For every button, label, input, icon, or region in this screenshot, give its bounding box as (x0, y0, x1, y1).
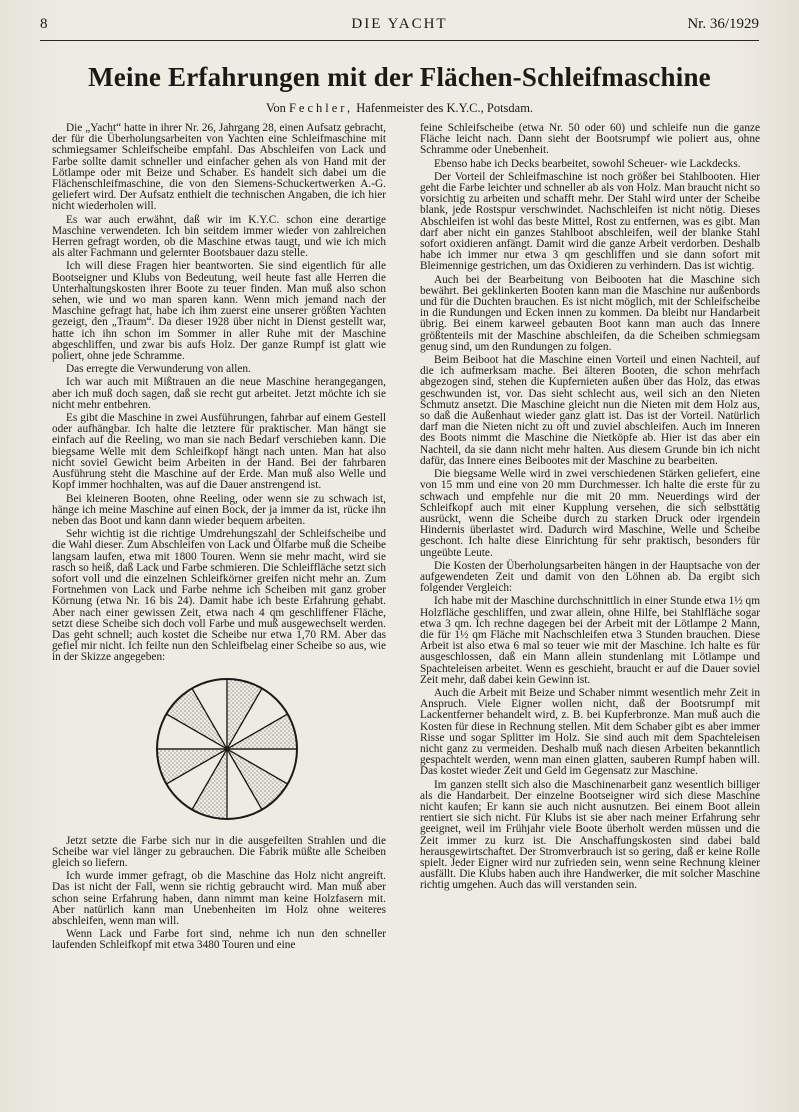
paragraph: Die biegsame Welle wird in zwei verschiedenen Stärken geliefert, eine von 15 mm und eine von 20 mm Durchmesser. Ich halte die erste für zu schwach und empfehle nur die mit 20 mm. Neuerdings wird der Schleifkopf auch mit einer Kupplung versehen, die sich selbsttätig ausrückt, wenn die Scheibe durch zu starken Druck oder irgendein Hindernis überlastet wird. Dadurch wird Maschine, Welle und Scheibe geschont. Ich halte diese Einrichtung für sehr praktisch, besonders für ungeübte Leute. (420, 468, 760, 559)
grinding-disc-sketch (52, 674, 386, 824)
paragraph: Das erregte die Verwunderung von allen. (66, 363, 251, 376)
paragraph: Der Vorteil der Schleifmaschine ist noch größer bei Stahlbooten. Hier geht die Farbe leichter und schneller ab als von Holz. Man braucht nicht so vorsichtig zu arbeiten und schafft mehr. Der Stahl wird unter der Scheibe blank, jede Rostspur verschwindet. Nachschleifen ist nicht nötig. Dieses Abschleifen ist wohl das beste Mittel, Rost zu entfernen, was es gibt. Man darf aber nicht ein ganzes Stahlboot abschleifen, weil der blanke Stahl sofort oxidieren anfängt. Damit wird die ganze Arbeit verdorben. Deshalb habe ich immer nur etwa 3 qm geschliffen und sie dann sofort mit Bleimennige gestrichen, um das Oxidieren zu verhindern. Das ist wichtig. (420, 170, 760, 273)
paragraph: feine Schleifscheibe (etwa Nr. 50 oder 60) und schleife nun die ganze Fläche leicht nach. Dann sieht der Bootsrumpf wie poliert aus, ohne Schramme oder Unebenheit. (420, 122, 760, 157)
paragraph: Auch bei der Bearbeitung von Beibooten hat die Maschine sich bewährt. Bei geklinkerten Booten kann man die Maschine nur außenbords und für die Duchten brauchen. Es ist nicht möglich, mit der Schleifscheibe in die Rundungen und Ecken innen zu kommen. Da bleibt nur Handarbeit übrig. Bei einem karweel gebauten Boot kann man auch das Innere größtenteils mit der Maschine abschleifen, da die Scheiben schmiegsam genug sind, um den Rundungen zu folgen. (420, 273, 760, 353)
paragraph: Beim Beiboot hat die Maschine einen Vorteil und einen Nachteil, auf die ich aufmerksam mache. Bei älteren Booten, die schon mehrfach abgezogen sind, stehen die Kupfernieten außen über das Holz, das etwas geschwunden ist, vor. Das sieht schlecht aus, weil sich an den Nieten Schmutz ansetzt. Die Maschine gleicht nun die Nieten mit dem Holz aus, so daß die Außenhaut wieder ganz glatt ist. Das ist der Vorteil. Natürlich darf man die Nieten nicht zu oft und zuviel abschleifen. Auch im Inneren des Boots nimmt die Maschine die Nietköpfe ab. Hier ist das aber ein Nachteil, da sie dann nicht mehr halten. Aus diesem Grunde bin ich nicht dafür, das Innere eines Beibootes mit der Maschine zu bearbeiten. (420, 354, 760, 467)
paragraph: Wenn Lack und Farbe fort sind, nehme ich nun den schneller laufenden Schleifkopf mit etwa 3480 Touren und eine (52, 928, 386, 952)
paragraph: Jetzt setzte die Farbe sich nur in die ausgefeilten Strahlen und die Scheibe war viel länger zu gebrauchen. Die Fabrik müßte alle Scheiben gleich so liefern. (52, 834, 386, 869)
paragraph: Bei kleineren Booten, ohne Reeling, oder wenn sie zu schwach ist, hänge ich meine Maschine auf einen Bock, der ja immer da ist, rücke ihn neben das Boot und kann dann wieder bequem arbeiten. (52, 492, 386, 527)
paragraph: Die „Yacht“ hatte in ihrer Nr. 26, Jahrgang 28, einen Aufsatz gebracht, der für die Überholungsarbeiten von Yachten eine Schleifmaschine mit schmiegsamer Schleifscheibe empfahl. Das Abschleifen von Lack und Farbe sollte damit schneller und einfacher gehen als von Hand mit der Lötlampe oder mit Beize und Schaber. Es handelt sich dabei um die Flächenschleifmaschine, die von den Siemens-Schuckertwerken A.-G. geliefert wird. Der Aufsatz enthielt die technischen Angaben, die ich hier nicht wiederholen will. (52, 122, 386, 213)
byline-prefix: Von (265, 101, 286, 115)
author-name: Fechler, (288, 101, 354, 115)
author-role: Hafenmeister des K.Y.C., Potsdam. (356, 101, 534, 115)
paragraph: Sehr wichtig ist die richtige Umdrehungszahl der Schleifscheibe und die Wahl dieser. Zum Abschleifen von Lack und Ölfarbe muß die Scheibe langsam laufen, etwa mit 1800 Touren. Wenn sie mehr macht, wird sie rasch so heiß, daß Lack und Farbe schmieren. Die Schleiffläche setzt sich sofort voll und die einzelnen Schleifkörner greifen nicht mehr an. Zum Fortnehmen von Lack und Farbe nehme ich Scheiben mit ganz grober Körnung (etwa Nr. 16 bis 24). Damit habe ich beste Erfahrung gehabt. Aber nach einer gewissen Zeit, etwa nach 4 qm geschliffener Fläche, setzt diese Scheibe sich doch voll Farbe und muß ausgewechselt werden. Das geht schnell; auch kostet die Scheibe nur etwa 1,70 RM. Aber das gefiel mir nicht. Ich feilte nun den Schleifbelag einer Scheibe so aus, wie in der Skizze angegeben: (52, 528, 386, 664)
running-header (40, 16, 759, 38)
paragraph: Ich will diese Fragen hier beantworten. Sie sind eigentlich für alle Bootseigner und Klubs von Bedeutung, weil heute fast alle Herren die Unterhaltungskosten ihrer Boote zu teuer finden. Man muß also schon sehen, wie und wo man sparen kann. Wenn mich jemand nach der Maschine gefragt hat, habe ich ihm zuerst eine unserer größten Yachten gezeigt, den „Traum“. Da dieser 1928 über nicht in Dienst gestellt war, hatte ich ihn schon im Sommer in aller Ruhe mit der Maschine abgeschliffen, und zwar bis aufs Holz. Der ganze Rumpf ist glatt wie poliert, ohne jede Schramme. (52, 260, 386, 363)
paragraph: Ich wurde immer gefragt, ob die Maschine das Holz nicht angreift. Das ist nicht der Fall, wenn sie richtig gebraucht wird. Man muß aber schon seine Erfahrung haben, dann nimmt man keine Holzfasern mit. Aber natürlich kann man Unebenheiten im Holz ohne weiteres abschleifen, wenn man will. (52, 870, 386, 927)
paragraph: Es gibt die Maschine in zwei Ausführungen, fahrbar auf einem Gestell oder aufhängbar. Ich halte die letztere für praktischer. Man hängt sie einfach auf die Reeling, wo man sie nach Bedarf verschieben kann. Die biegsame Welle mit dem Schleifkopf hängt nach unten. Man hat also nicht soviel Gewicht beim Arbeiten in der Hand. Bei der fahrbaren Ausführung steht die Maschine auf der Erde. Man muß also Welle und Kopf immer hochhalten, was auf die Dauer anstrengend ist. (52, 412, 386, 492)
magazine-title: DIE YACHT (351, 16, 448, 32)
paragraph: Ebenso habe ich Decks bearbeitet, sowohl Scheuer- wie Lackdecks. (434, 157, 741, 170)
left-column (52, 123, 386, 954)
article-title: Meine Erfahrungen mit der Flächen-Schleifmaschine (88, 62, 711, 92)
paragraph: Ich war auch mit Mißtrauen an die neue Maschine herangegangen, aber ich muß doch sagen, daß sie recht gut arbeitet. Jetzt möchte ich sie nicht mehr entbehren. (52, 376, 386, 411)
paragraph: Im ganzen stellt sich also die Maschinenarbeit ganz wesentlich billiger als die Handarbeit. Der einzelne Bootseigner wird sich diese Maschine nicht kaufen; Er kann sie auch nicht ausnutzen. Bei einem Boot allein rentiert sie sich nicht. Für Klubs ist sie aber nach meiner Erfahrung sehr geeignet, weil im Frühjahr viele Boote überholt werden müssen und die Zeit immer zu kurz ist. Die Anschaffungskosten sind dabei bald herausgewirtschaftet. Der Stromverbrauch ist so gering, daß er keine Rolle spielt. Jeder Eigner wird nur zufrieden sein, wenn seine Rechnung kleiner ausfällt. Die Klubs haben auch ihre Handwerker, die mit solcher Maschine richtig umgehen. Auch das will verstanden sein. (420, 778, 760, 892)
paragraph: Ich habe mit der Maschine durchschnittlich in einer Stunde etwa 1½ qm Holzfläche geschliffen, und zwar allein, ohne Hilfe, bei Stahlfläche sogar etwa 3 qm. Ich rechne dagegen bei der Arbeit mit der Lötlampe 2 Mann, die für 1½ qm Fläche mit Nachschleifen etwa 3 Stunden brauchen. Diese Arbeit ist also etwa 6 mal so teuer wie mit der Maschine. Ich halte es für ausgeschlossen, daß ein Mann allein stundenlang mit Lötlampe und Spachteleisen arbeitet. Wenn es geschieht, braucht er auf die Dauer soviel Zeit mehr, daß dabei kein Gewinn ist. (420, 595, 760, 686)
byline (40, 101, 759, 116)
page-number: 8 (40, 16, 48, 32)
header-rule (40, 40, 759, 41)
paragraph: Die Kosten der Überholungsarbeiten hängen in der Hauptsache von der aufgewendeten Zeit und damit von den Löhnen ab. Da ergibt sich folgender Vergleich: (420, 559, 760, 595)
paragraph: Auch die Arbeit mit Beize und Schaber nimmt wesentlich mehr Zeit in Anspruch. Viele Eigner wollen nicht, daß der Bootsrumpf mit Lackentferner behandelt wird, z. B. bei Kupferbronze. Man muß auch die Kosten für diese in Rechnung stellen. Mit dem Schaber gibt es aber immer Risse und sogar Splitter im Holz. Sie sind auch mit dem Spachteleisen nicht ganz zu vermeiden. Deshalb muß nach diesen Arbeiten bekanntlich gespachtelt werden, wenn man einen glatten, sauberen Rumpf haben will. Das kostet wieder Zeit und Geld im Gegensatz zur Maschine. (420, 686, 760, 778)
grinding-disc-diagram (152, 674, 302, 824)
right-column (420, 123, 760, 894)
paragraph: Es war auch erwähnt, daß wir im K.Y.C. schon eine derartige Maschine verwendeten. Ich bin seitdem immer wieder von zahlreichen Herren gefragt worden, ob die Maschine etwas taugt, und wie ich mich als alter Fachmann und gelernter Bootsbauer dazu stelle. (52, 213, 386, 260)
issue-number: Nr. 36/1929 (687, 16, 759, 32)
